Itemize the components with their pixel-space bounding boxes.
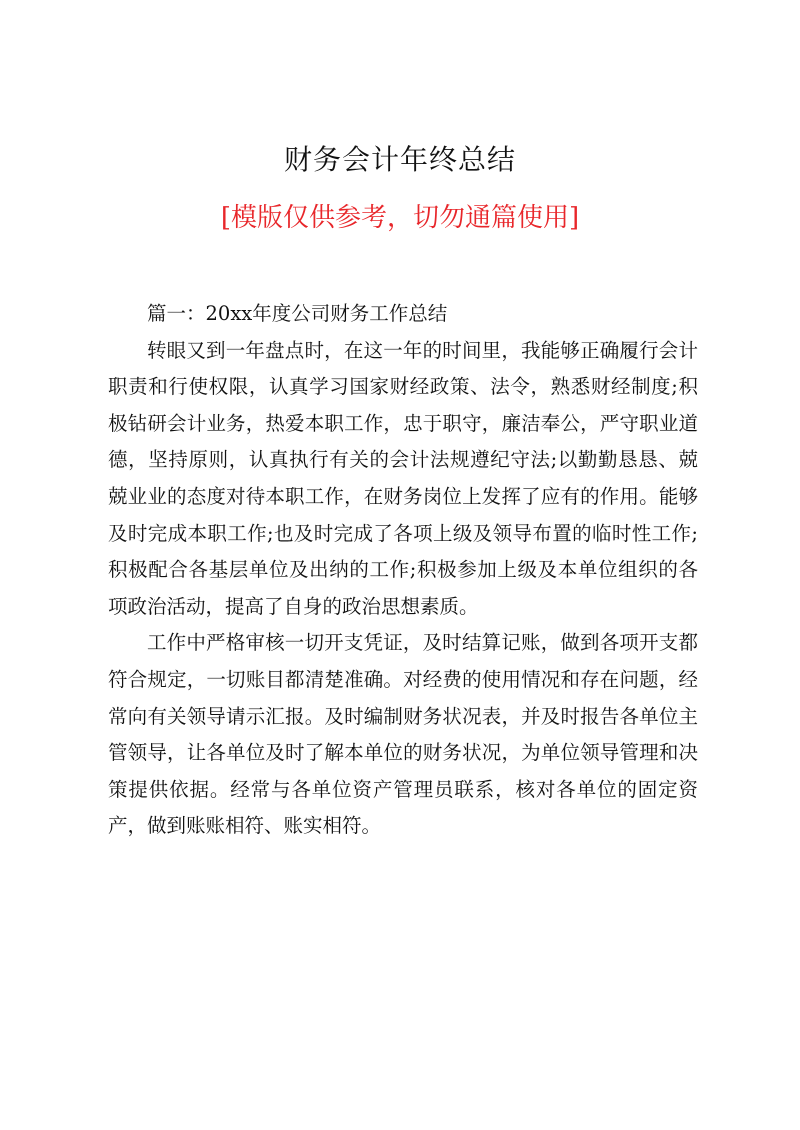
section-heading: 篇一：20xx年度公司财务工作总结 (147, 302, 448, 325)
template-notice: [模版仅供参考，切勿通篇使用] (220, 203, 580, 233)
paragraph-2: 工作中严格审核一切开支凭证，及时结算记账，做到各项开支都符合规定，一切账目都清楚准确。对经费的使用情况和存在问题，经常向有关领导请示汇报。及时编制财务状况表，并及时报告各单位主管领导，让各单位及时了解本单位的财务状况，为单位领导管理和决策提供依据。经常与各单位资产管理员联系，核对各单位的固定资产，做到账账相符、账实相符。 (108, 631, 698, 838)
document-title: 财务会计年终总结 (283, 143, 516, 176)
document-body (108, 296, 698, 845)
paragraph-1: 转眼又到一年盘点时，在这一年的时间里，我能够正确履行会计职责和行使权限，认真学习国家财经政策、法令，熟悉财经制度;积极钻研会计业务，热爱本职工作，忠于职守，廉洁奉公，严守职业道德，坚持原则，认真执行有关的会计法规遵纪守法;以勤勤恳恳、兢兢业业的态度对待本职工作，在财务岗位上发挥了应有的作用。能够及时完成本职工作;也及时完成了各项上级及领导布置的临时性工作;积极配合各基层单位及出纳的工作;积极参加上级及本单位组织的各项政治活动，提高了自身的政治思想素质。 (108, 338, 698, 618)
